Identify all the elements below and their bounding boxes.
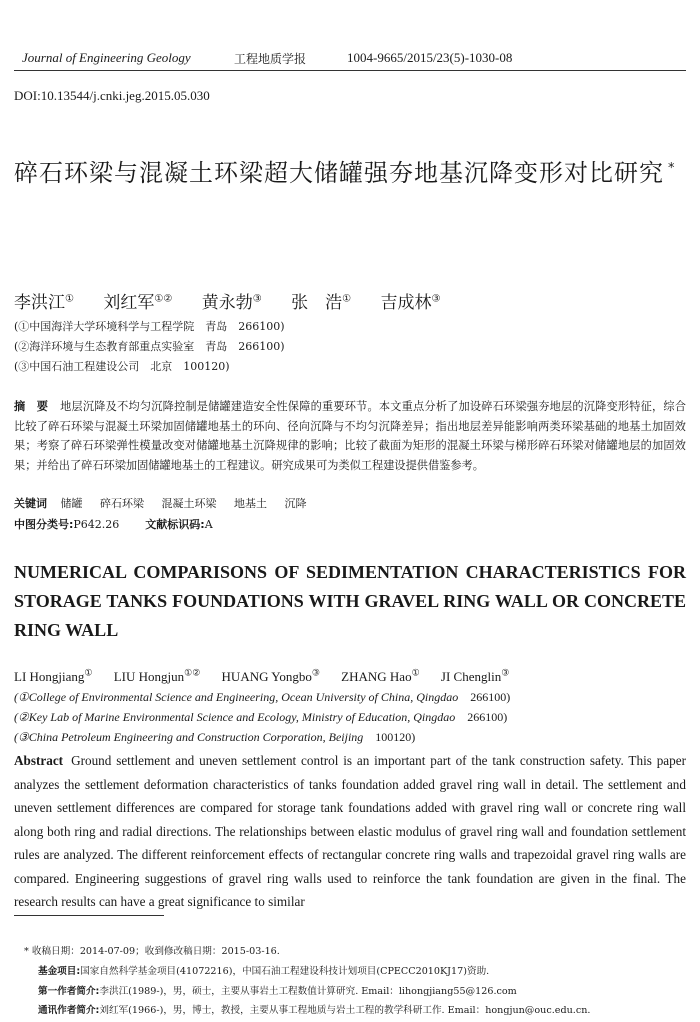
keywords bbox=[14, 495, 321, 511]
header-rule bbox=[14, 70, 686, 71]
chinese-title bbox=[14, 150, 686, 192]
classification-line bbox=[14, 516, 213, 532]
footnote-first-author: 第一作者简介:李洪江(1989-)，男，硕士，主要从事岩土工程数值计算研究. Email：lihongjiang55@126.com bbox=[38, 986, 517, 997]
keywords-label: 关键词 bbox=[14, 497, 47, 510]
author: 黄永勃③ bbox=[201, 293, 262, 313]
footnote-rule bbox=[14, 915, 164, 916]
clc-label: 中图分类号: bbox=[14, 518, 74, 531]
footnote-corresponding-author: 通讯作者简介:刘红军(1966-)，男，博士，教授，主要从事工程地质与岩土工程的教学科研工作. Email：hongjun@ouc.edu.cn. bbox=[38, 1005, 591, 1016]
author: 吉成林③ bbox=[380, 293, 441, 313]
issn-info: 1004-9665/2015/23(5)-1030-08 bbox=[347, 50, 513, 65]
chinese-affiliation: (②海洋环境与生态教育部重点实验室 青岛 266100) bbox=[14, 340, 285, 353]
keyword: 碎石环梁 bbox=[100, 497, 144, 510]
keyword: 沉降 bbox=[284, 497, 307, 510]
english-affiliation: (②Key Lab of Marine Environmental Science and Ecology, Ministry of Education, Qingdao 266100) bbox=[14, 710, 508, 724]
doc-code-label: 文献标识码: bbox=[145, 518, 205, 531]
footnote-received: * 收稿日期：2014-07-09；收到修改稿日期：2015-03-16. bbox=[24, 946, 280, 957]
author: LIU Hongjun①② bbox=[113, 668, 201, 685]
author: ZHANG Hao① bbox=[341, 668, 420, 685]
keyword: 混凝土环梁 bbox=[161, 497, 217, 510]
author: LI Hongjiang① bbox=[14, 668, 93, 685]
english-abstract bbox=[14, 749, 686, 914]
keyword: 储罐 bbox=[60, 497, 83, 510]
chinese-title-text: 碎石环梁与混凝土环梁超大储罐强夯地基沉降变形对比研究 bbox=[14, 159, 664, 187]
english-authors bbox=[14, 668, 527, 685]
chinese-affiliation: (③中国石油工程建设公司 北京 100120) bbox=[14, 360, 230, 373]
english-abstract-text: Ground settlement and uneven settlement control is an important part of the tank construction safety. This paper analyzes the settlement deformation characteristics of tanks foundation added gravel ring wall in detail. The settlement and uneven settlement differences are compared for storage tank foundations added with gravel ring wall or concrete ring wall along both ring and radial directions. The relationships between elastic modulus of gravel ring wall and foundation settlement rules are analyzed. The different reinforcement effects of rectangular concrete ring walls and trapezoidal gravel ring walls are compared. Engineering suggestions of gravel ring walls used to reinforce the tank foundation are given in the final. The research results can have a great significance to similar bbox=[14, 753, 686, 909]
doi[interactable]: DOI:10.13544/j.cnki.jeg.2015.05.030 bbox=[14, 88, 210, 103]
author: HUANG Yongbo③ bbox=[221, 668, 320, 685]
chinese-authors bbox=[14, 288, 464, 313]
author: JI Chenglin③ bbox=[440, 668, 510, 685]
chinese-abstract-text: 地层沉降及不均匀沉降控制是储罐建造安全性保障的重要环节。本文重点分析了加设碎石环梁强夯地层的沉降变形特征，综合比较了碎石环梁与混凝土环梁加固储罐地基土的环向、径向沉降与不均匀沉降差异；指出地层差异能影响两类环梁基础的地基土加固效果；考察了碎石环梁弹性模量改变对储罐地基土沉降规律的影响；比较了截面为矩形的混凝土环梁与梯形碎石环梁对储罐地层的加固效果；并给出了碎石环梁加固储罐地基土的工程建议。研究成果可为类似工程建设提供借鉴参考。 bbox=[14, 400, 686, 472]
keyword: 地基土 bbox=[234, 497, 267, 510]
journal-name: Journal of Engineering Geology bbox=[22, 50, 191, 65]
author: 刘红军①② bbox=[103, 293, 173, 313]
english-affiliation: (③China Petroleum Engineering and Construction Corporation, Beijing 100120) bbox=[14, 730, 416, 744]
chinese-abstract bbox=[14, 397, 686, 475]
journal-name-cn: 工程地质学报 bbox=[234, 52, 307, 66]
english-abstract-label: Abstract bbox=[14, 753, 64, 768]
author: 李洪江① bbox=[14, 293, 74, 313]
doc-code-value: A bbox=[204, 518, 213, 531]
english-title: NUMERICAL COMPARISONS OF SEDIMENTATION CHARACTERISTICS FOR STORAGE TANKS FOUNDATIONS WITH GRAVEL RING WALL OR CONCRETE RING WALL bbox=[14, 562, 686, 640]
running-header bbox=[22, 50, 678, 70]
author: 张 浩① bbox=[291, 293, 352, 313]
clc-value: P642.26 bbox=[73, 518, 120, 531]
title-footnote-mark: * bbox=[668, 161, 676, 176]
chinese-affiliation: (①中国海洋大学环境科学与工程学院 青岛 266100) bbox=[14, 320, 285, 333]
chinese-abstract-label: 摘 要 bbox=[14, 400, 49, 413]
english-affiliation: (①College of Environmental Science and Engineering, Ocean University of China, Qingdao 266100) bbox=[14, 690, 511, 704]
footnote-funding: 基金项目:国家自然科学基金项目(41072216)，中国石油工程建设科技计划项目(CPECC2010KJ17)资助. bbox=[38, 966, 490, 977]
